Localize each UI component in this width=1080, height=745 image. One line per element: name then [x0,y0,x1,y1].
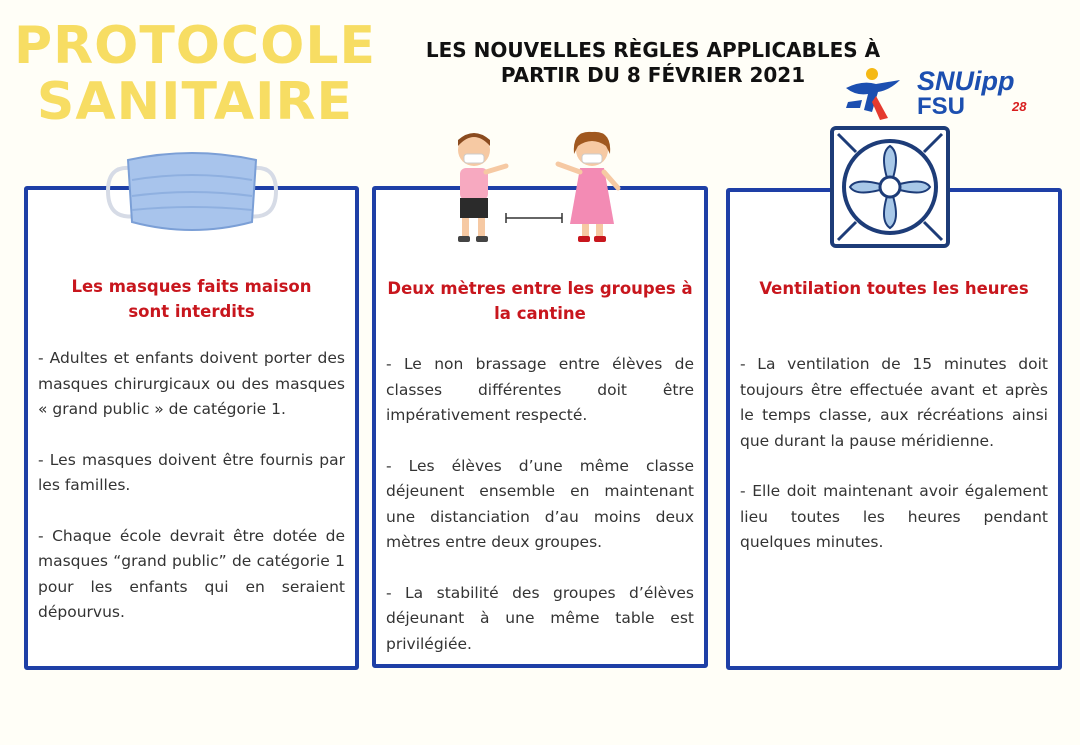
face-mask-icon [102,146,282,236]
main-title [10,18,380,130]
card-title-line1: Ventilation toutes les heures [759,279,1029,298]
card-title-line1: Les masques faits maison [71,277,312,296]
card-title-line1: Deux mètres entre les groupes à [387,279,693,298]
card-title-line2: la cantine [494,304,586,323]
card-canteen [372,186,708,668]
card-paragraph: - La ventilation de 15 minutes doit toujours être effectuée avant et après le temps classe, aux récréations ainsi que durant la pause méridienne. [740,355,1048,450]
card-paragraph: - La stabilité des groupes d’élèves déjeunant à une même table est privilégiée. [386,583,694,653]
card-title [730,276,1058,301]
card-title-line2: sont interdits [128,302,255,321]
ventilation-fan-icon [828,124,952,250]
card-masks [24,186,359,670]
main-title-line2: SANITAIRE [36,72,354,132]
logo-name: SNUipp [917,66,1015,96]
subtitle-line1: LES NOUVELLES RÈGLES APPLICABLES À [425,38,881,62]
card-paragraph: - Les masques doivent être fournis par les familles. [38,450,345,494]
subtitle-line2: PARTIR DU 8 FÉVRIER 2021 [500,63,806,87]
logo-union: FSU [917,93,965,120]
card-paragraph: - Adultes et enfants doivent porter des masques chirurgicaux ou des masques « grand public » de catégorie 1. [38,349,345,418]
card-body [386,352,694,657]
children-distance-icon [440,128,630,248]
card-title [28,274,355,324]
card-paragraph: - Chaque école devrait être dotée de masques “grand public” de catégorie 1 pour les enfants qui en seraient dépourvus. [38,526,345,621]
card-paragraph: - Les élèves d’une même classe déjeunent ensemble en maintenant une distanciation d’au moins deux mètres entre deux groupes. [386,456,694,551]
main-title-line1: PROTOCOLE [13,16,377,76]
card-ventilation [726,188,1062,670]
snuipp-figure-icon [842,66,908,122]
subtitle [388,38,918,88]
card-title [376,276,704,326]
logo-dept: 28 [1012,99,1027,114]
card-body [38,346,345,626]
snuipp-logo [842,66,1062,122]
card-body [740,352,1048,556]
card-paragraph: - Elle doit maintenant avoir également lieu toutes les heures pendant quelques minutes. [740,482,1048,551]
card-paragraph: - Le non brassage entre élèves de classes différentes doit être impérativement respecté. [386,355,694,424]
